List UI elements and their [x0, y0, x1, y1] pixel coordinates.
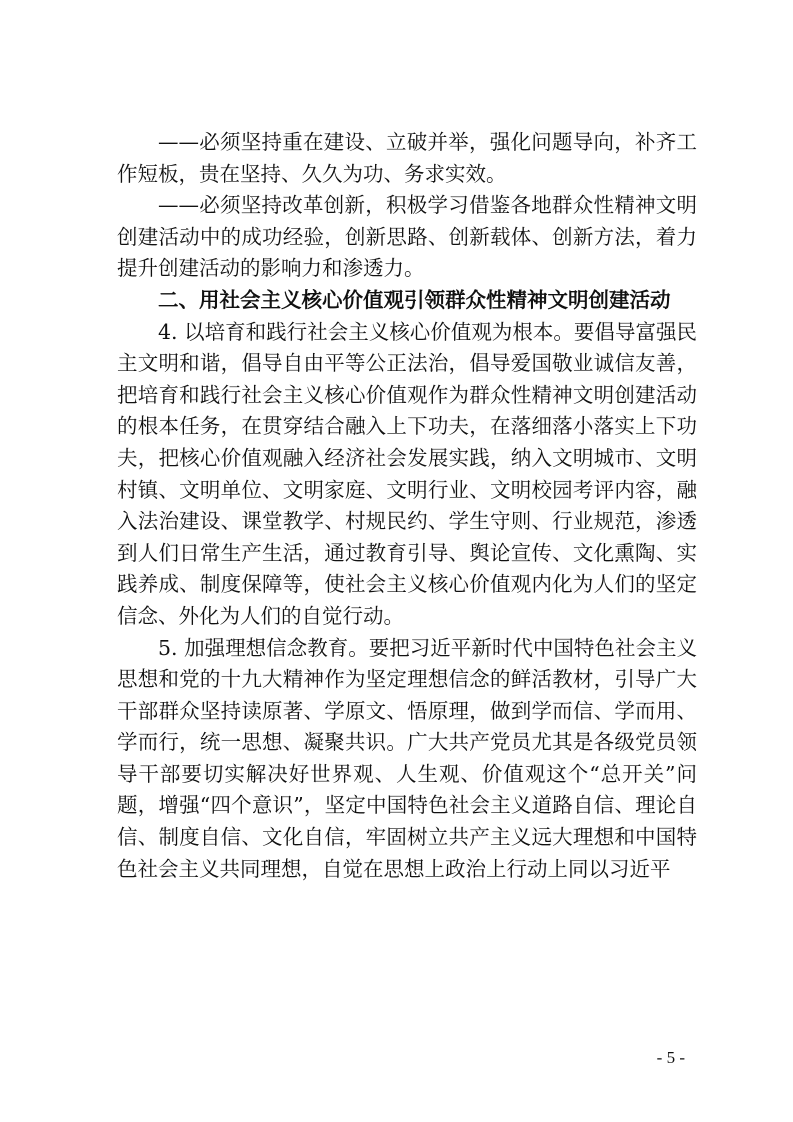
section-heading: 二、用社会主义核心价值观引领群众性精神文明创建活动: [158, 287, 671, 312]
paragraph-item-5: 5. 加强理想信念教育。要把习近平新时代中国特色社会主义思想和党的十九大精神作为坚定理想信念的鲜活教材，引导广大干部群众坚持读原著、学原文、悟原理，做到学而信、学而用、学而行，统一思想、凝聚共识。广大共产党员尤其是各级党员领导干部要切实解决好世界观、人生观、价值观这个“总开关”问题，增强“四个意识”，坚定中国特色社会主义道路自信、理论自信、制度自信、文化自信，牢固树立共产主义远大理想和中国特色社会主义共同理想，自觉在思想上政治上行动上同以习近平: [117, 635, 697, 881]
document-body: [117, 127, 697, 885]
page-number: - 5 -: [656, 1048, 685, 1067]
paragraph-principle-innovation: ——必须坚持改革创新，积极学习借鉴各地群众性精神文明创建活动中的成功经验，创新思路、创新载体、创新方法，着力提升创建活动的影响力和渗透力。: [117, 193, 697, 281]
paragraph-principle-construction: ——必须坚持重在建设、立破并举，强化问题导向，补齐工作短板，贵在坚持、久久为功、务求实效。: [117, 130, 697, 186]
paragraph-item-4: 4. 以培育和践行社会主义核心价值观为根本。要倡导富强民主文明和谐，倡导自由平等公正法治，倡导爱国敬业诚信友善，把培育和践行社会主义核心价值观作为群众性精神文明创建活动的根本任务，在贯穿结合融入上下功夫，在落细落小落实上下功夫，把核心价值观融入经济社会发展实践，纳入文明城市、文明村镇、文明单位、文明家庭、文明行业、文明校园考评内容，融入法治建设、课堂教学、村规民约、学生守则、行业规范，渗透到人们日常生产生活，通过教育引导、舆论宣传、文化熏陶、实践养成、制度保障等，使社会主义核心价值观内化为人们的坚定信念、外化为人们的自觉行动。: [117, 319, 697, 628]
